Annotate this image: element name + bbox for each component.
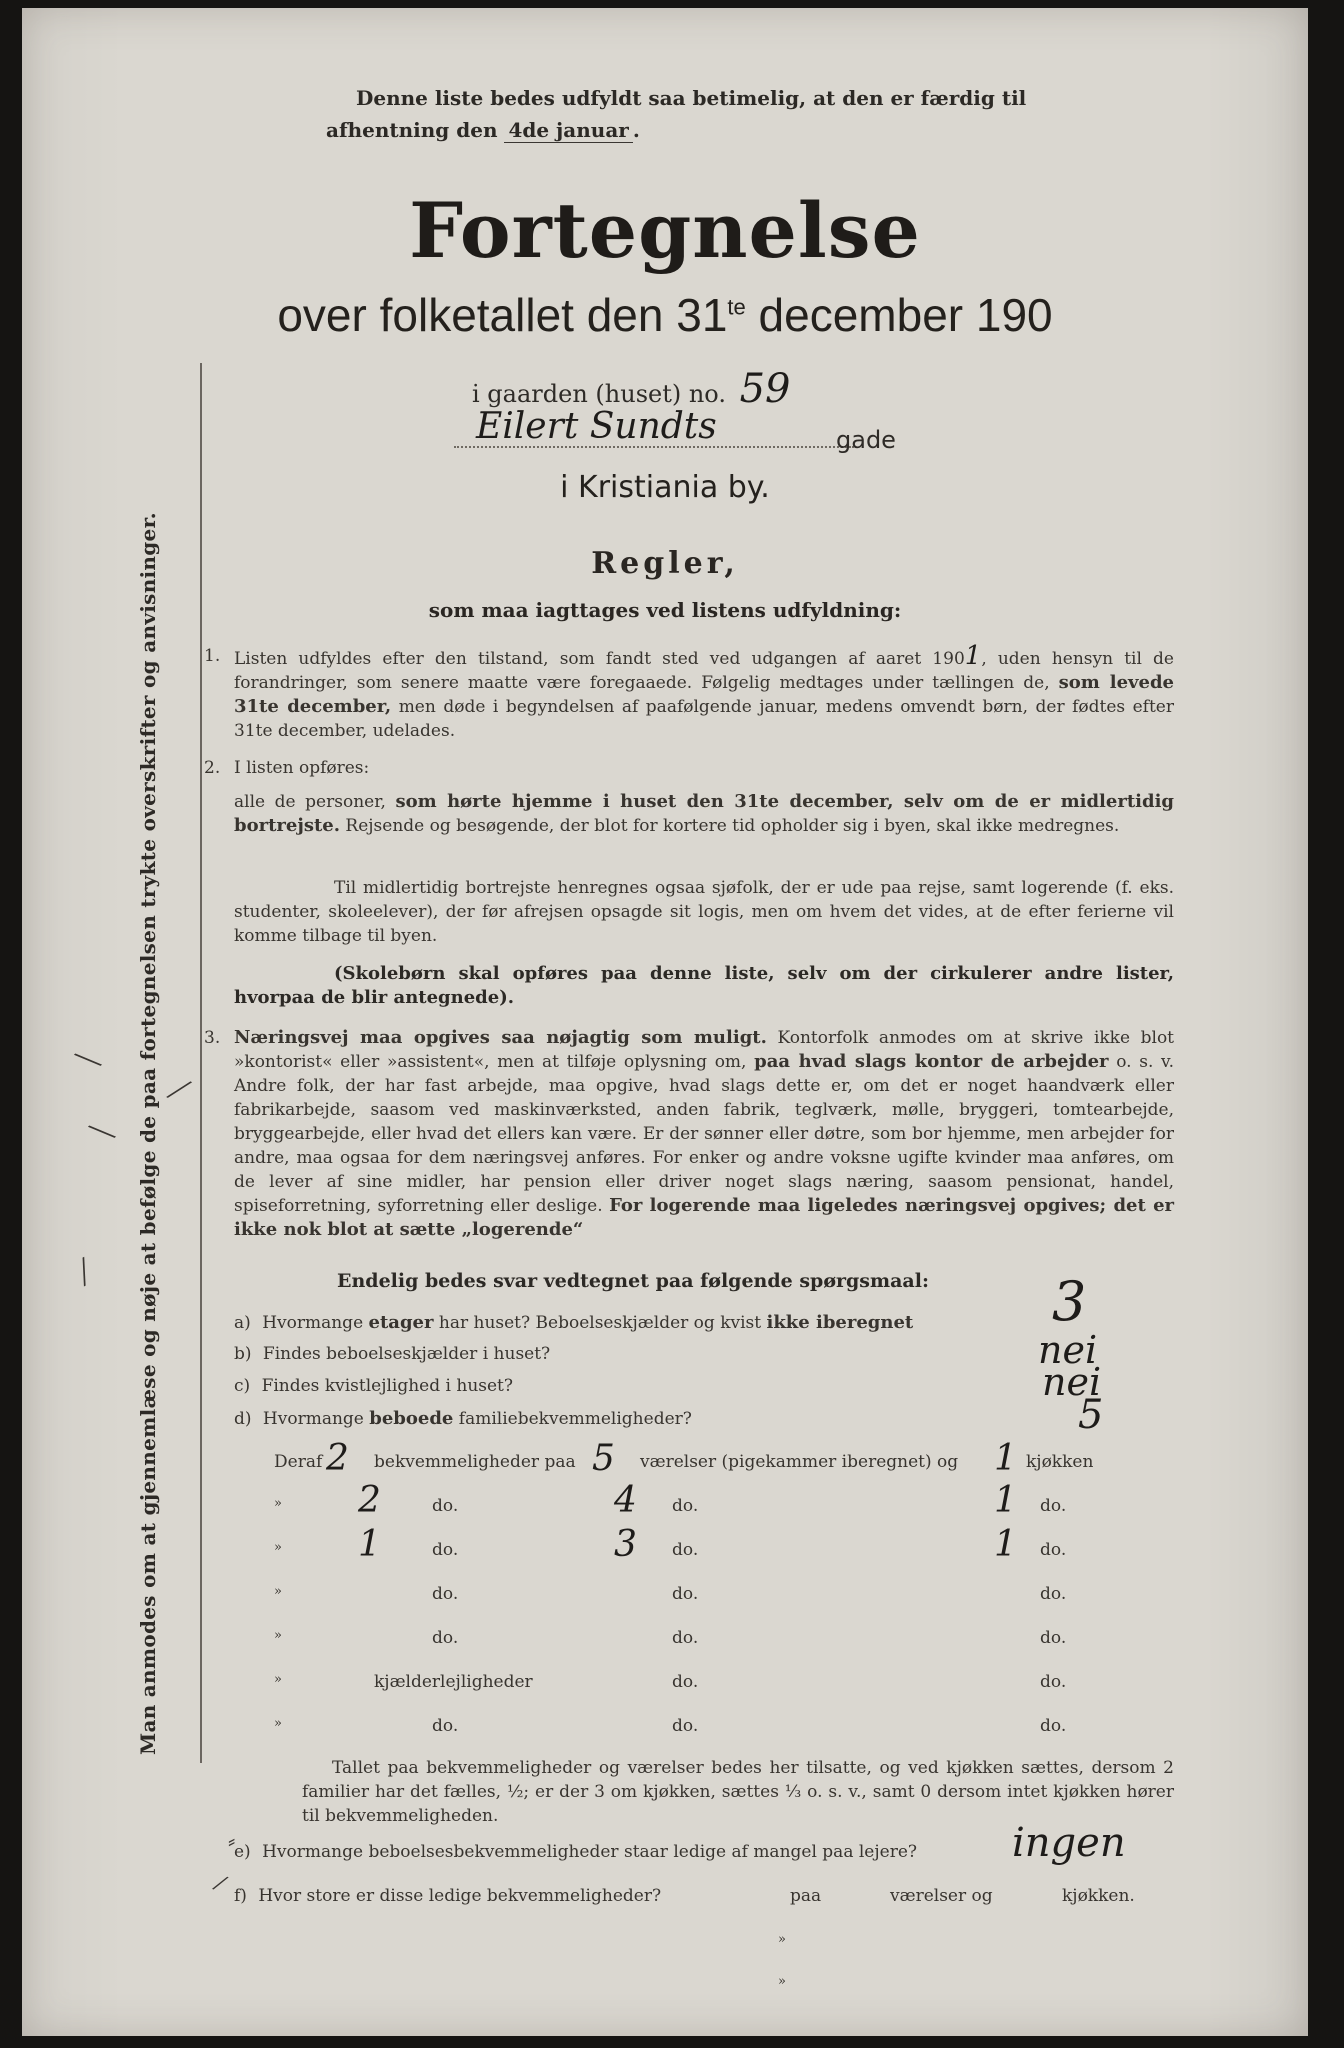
do-3: do. <box>1040 1716 1067 1736</box>
question-b-text: Findes beboelseskjælder i huset? <box>262 1344 551 1364</box>
do-2: do. <box>672 1496 699 1516</box>
house-label: i gaarden (huset) no. <box>472 380 726 408</box>
question-a-label: a) <box>234 1313 251 1333</box>
rule-2-paragraph-2: Til midlertidig bortrejste henregnes ogsaa sjøfolk, der er ude paa rejse, samt logerende (f. eks. studenter, skoleelever), der før afrejsen opsagde sit logis, men om hvem det vides, at de efter ferierne vil komme tilbage til byen. <box>234 878 1174 946</box>
rule-2-bold: som hørte hjemme i huset den 31te december, selv om de er midlertidig bortrejste. <box>234 791 1174 836</box>
do-2: do. <box>672 1584 699 1604</box>
ditto-mark: » <box>274 1584 282 1599</box>
rules-subheading: som maa iagttages ved listens udfyldning: <box>428 598 902 622</box>
pencil-mark: ╱ <box>72 1258 97 1287</box>
row-1-rooms: 5 <box>592 1438 615 1479</box>
notice-prefix: afhentning den <box>326 118 498 142</box>
pencil-mark: ⁄ <box>213 1872 226 1897</box>
subtitle-suffix: december 190 <box>745 289 1053 341</box>
rule-3-b: o. s. v. Andre folk, der har fast arbejde, maa opgive, hvad slags dette er, om det er noget haandværk eller fabrikarbejde, saasom ved maskinværksted, anden fabrik, teglværk, mølle, bryggeri, tomtearbejde, bryggearbejde, eller hvad det ellers kan være. Er der sønner eller døtre, som bor hjemme, men arbejder for andre, maa ogsaa for dem næringsvej anføres. For enker og andre voksne ugifte kvinder maa anføres, om de lever af sine midler, har pension eller driver noget slags næring, saasom pensionat, handel, spiseforretning, syforretning eller deslige. <box>234 1052 1175 1216</box>
rule-2-paragraph-3: (Skolebørn skal opføres paa denne liste, selv om der cirkulerer andre lister, hvorpaa de blir antegnede). <box>234 963 1174 1008</box>
pencil-mark: ╲ <box>89 1118 116 1147</box>
deraf-label: Deraf <box>274 1452 323 1472</box>
rule-3-a: Kontorfolk anmodes om at skrive ikke blot »kontorist« eller »assistent«, men at tilføje oplysning om, <box>234 1028 1175 1072</box>
pencil-mark: ╱ <box>166 1076 191 1105</box>
question-e-text: Hvormange beboelsesbekvemmeligheder staar ledige af mangel paa lejere? <box>262 1842 917 1862</box>
question-b <box>234 1344 550 1364</box>
subtitle-sup: te <box>727 294 746 320</box>
ditto-mark: » <box>274 1496 282 1511</box>
do-3: do. <box>1040 1540 1067 1560</box>
ditto-mark: » <box>274 1628 282 1643</box>
ditto-mark: » <box>778 1932 786 1947</box>
notice-line-1: Denne liste bedes udfyldt saa betimelig, at den er færdig til <box>356 86 1027 110</box>
question-d-text-2: familiebekvemmeligheder? <box>458 1409 692 1429</box>
table-footnote: Tallet paa bekvemmeligheder og værelser bedes her tilsatte, og ved kjøkken sættes, dersom 2 familier har det fælles, ½; er der 3 om kjøkken, sættes ⅓ o. s. v., samt 0 dersom intet kjøkken hører til bekvemmeligheden. <box>302 1758 1174 1826</box>
rule-1-b: , uden hensyn til de forandringer, som senere maatte være foregaaede. Følgelig medtages under tællingen de, <box>234 649 1174 693</box>
pencil-mark: ⸗ <box>228 1829 236 1854</box>
do-1: do. <box>432 1584 459 1604</box>
rule-1-number: 1. <box>204 646 221 666</box>
city-line: i Kristiania by. <box>560 470 770 505</box>
rule-3-bold-1: Næringsvej maa opgives saa nøjagtig som muligt. <box>234 1027 767 1048</box>
questions-heading: Endelig bedes svar vedtegnet paa følgende spørgsmaal: <box>337 1270 929 1292</box>
do-1: do. <box>432 1716 459 1736</box>
answer-b: nei <box>1038 1328 1098 1372</box>
answer-e: ingen <box>1012 1820 1126 1866</box>
col-bekvemmeligheder: bekvemmeligheder paa <box>374 1452 576 1472</box>
row-3-rooms: 3 <box>614 1524 637 1565</box>
row-1-kitchens: 1 <box>994 1438 1017 1479</box>
pencil-mark: ╲ <box>75 1046 102 1075</box>
question-d <box>234 1408 692 1429</box>
street-line <box>454 406 854 448</box>
notice-text <box>326 82 1176 146</box>
question-e <box>234 1842 917 1862</box>
notice-period: . <box>632 118 640 142</box>
question-f-kjokken: kjøkken. <box>1062 1886 1135 1906</box>
do-3: do. <box>1040 1584 1067 1604</box>
row-1-count: 2 <box>326 1438 349 1479</box>
do-2: do. <box>672 1716 699 1736</box>
question-a-text-1: Hvormange <box>262 1313 364 1333</box>
do-1: do. <box>432 1628 459 1648</box>
rule-2-a: alle de personer, <box>234 792 386 812</box>
col-vaerelser: værelser (pigekammer iberegnet) og <box>640 1452 959 1472</box>
house-number: 59 <box>739 366 791 412</box>
answer-d: 5 <box>1078 1392 1104 1438</box>
question-e-label: e) <box>234 1842 251 1862</box>
do-3: do. <box>1040 1496 1067 1516</box>
question-d-text-1: Hvormange <box>262 1409 364 1429</box>
rule-3-bold-3: For logerende maa ligeledes næringsvej opgives; det er ikke nok blot at sætte „logerende“ <box>234 1195 1175 1240</box>
ditto-mark: » <box>778 1974 786 1989</box>
rule-1-text <box>234 641 1174 743</box>
rule-2-intro: I listen opføres: <box>234 758 370 778</box>
notice-line-2 <box>326 114 1176 146</box>
row-3-count: 1 <box>358 1524 381 1565</box>
row-3-kitchens: 1 <box>994 1524 1017 1565</box>
document-subtitle <box>22 288 1308 342</box>
rule-1-year-handwritten: 1 <box>964 641 982 671</box>
do-2: do. <box>672 1540 699 1560</box>
do-3: do. <box>1040 1672 1067 1692</box>
question-f <box>234 1886 1174 1906</box>
rule-1-c: men døde i begyndelsen af paafølgende januar, medens omvendt børn, der fødtes efter 31te december, udelades. <box>234 697 1174 741</box>
subtitle-prefix: over folketallet den 31 <box>277 289 728 341</box>
rules-heading: Regler, <box>591 546 739 581</box>
street-suffix: gade <box>836 426 896 454</box>
rule-1-bold: som levede 31te december, <box>234 672 1174 717</box>
rule-3-number: 3. <box>204 1028 221 1048</box>
question-f-label: f) <box>234 1886 247 1906</box>
side-instruction: Man anmodes om at gjennemlæse og nøje at befølge de paa fortegnelsen trykte overskrifter og anvisninger. <box>136 512 160 1755</box>
question-c-text: Findes kvistlejlighed i huset? <box>261 1376 514 1396</box>
do-2: do. <box>672 1628 699 1648</box>
ditto-mark: » <box>274 1716 282 1731</box>
document-title: Fortegnelse <box>409 186 921 275</box>
question-a-text-2: har huset? Beboelseskjælder og kvist <box>438 1313 762 1333</box>
rule-2-text <box>234 790 1174 838</box>
rule-2-number: 2. <box>204 758 221 778</box>
kjaelder-label: kjælderlejligheder <box>374 1672 533 1692</box>
ditto-mark: » <box>274 1540 282 1555</box>
question-f-vaerelser: værelser og <box>890 1886 993 1906</box>
do-2: do. <box>672 1672 699 1692</box>
row-2-kitchens: 1 <box>994 1480 1017 1521</box>
do-1: do. <box>432 1496 459 1516</box>
answer-c: nei <box>1042 1360 1102 1404</box>
do-1: do. <box>432 1540 459 1560</box>
notice-date: 4de januar <box>504 118 632 143</box>
question-f-paa: paa <box>790 1886 822 1906</box>
question-c <box>234 1376 513 1396</box>
rule-2-b: Rejsende og besøgende, der blot for kortere tid opholder sig i byen, skal ikke medregnes. <box>345 816 1120 836</box>
col-kjokken: kjøkken <box>1026 1452 1094 1472</box>
question-f-text: Hvor store er disse ledige bekvemmeligheder? <box>258 1886 662 1906</box>
question-d-label: d) <box>234 1409 252 1429</box>
street-name-handwritten: Eilert Sundts <box>476 406 717 447</box>
rule-1-a: Listen udfyldes efter den tilstand, som fandt sted ved udgangen af aaret 190 <box>234 649 965 669</box>
census-form-sheet <box>22 8 1308 2036</box>
row-2-count: 2 <box>358 1480 381 1521</box>
rule-3-bold-2: paa hvad slags kontor de arbejder <box>754 1051 1109 1072</box>
margin-rule <box>200 363 202 1763</box>
ditto-mark: » <box>274 1672 282 1687</box>
question-d-bold: beboede <box>369 1408 454 1429</box>
row-2-rooms: 4 <box>614 1480 637 1521</box>
answer-a: 3 <box>1052 1270 1087 1333</box>
rule-3-text <box>234 1026 1174 1242</box>
question-b-label: b) <box>234 1344 252 1364</box>
question-c-label: c) <box>234 1376 251 1396</box>
question-a-bold-2: ikke iberegnet <box>766 1312 914 1333</box>
question-a-bold-1: etager <box>368 1312 434 1333</box>
question-a <box>234 1312 913 1333</box>
do-3: do. <box>1040 1628 1067 1648</box>
